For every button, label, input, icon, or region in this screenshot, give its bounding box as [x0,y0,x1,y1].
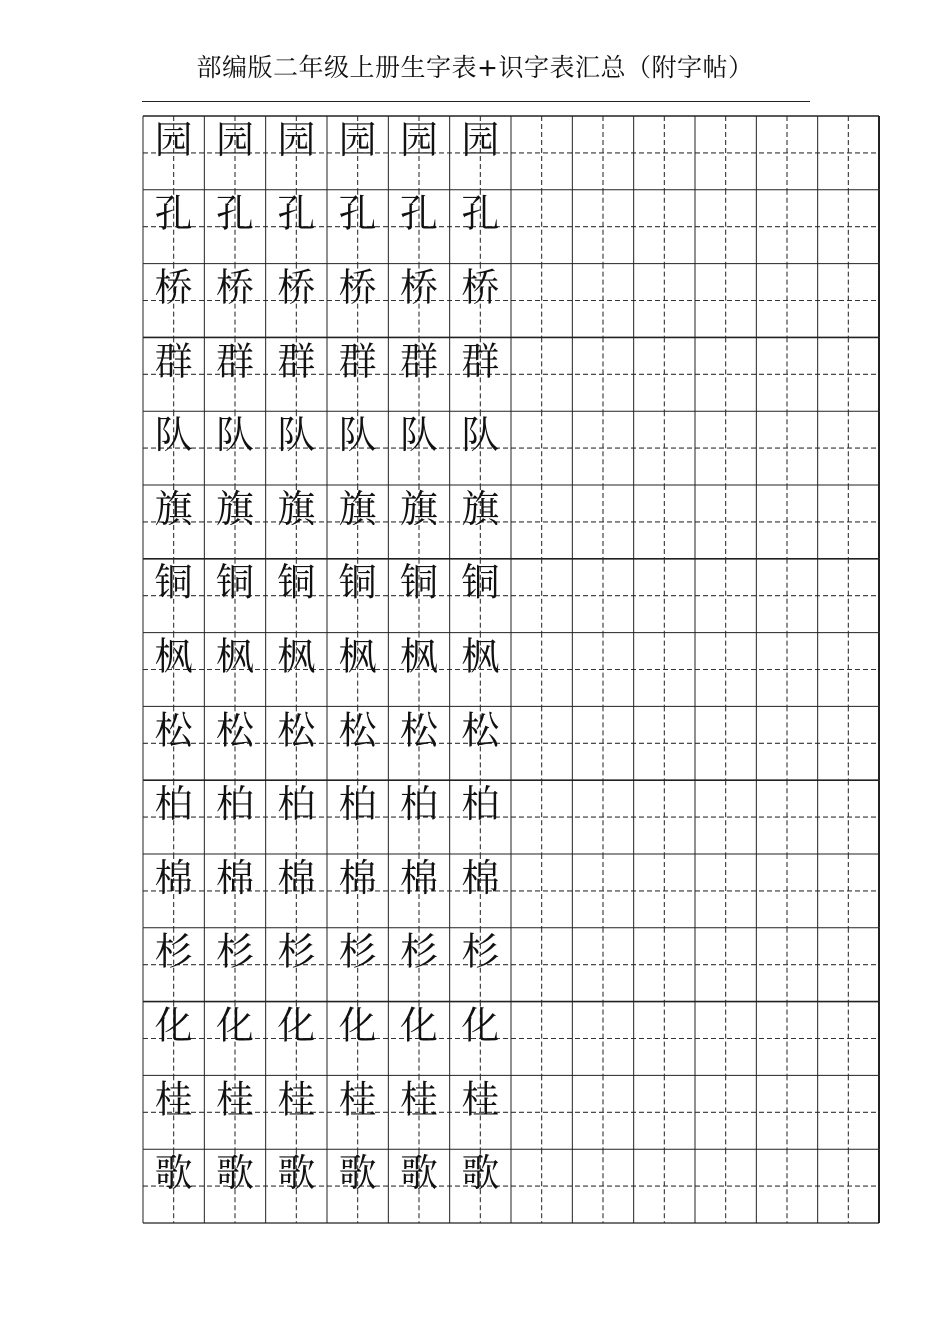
practice-character: 化 [399,1003,439,1048]
practice-character: 铜 [399,560,439,605]
practice-character: 队 [277,413,316,458]
practice-character: 队 [338,413,377,458]
practice-character: 杉 [461,929,500,974]
practice-character: 杉 [338,929,377,974]
practice-character: 园 [154,117,193,162]
practice-character: 歌 [277,1151,316,1196]
practice-character: 旗 [399,486,439,531]
practice-character: 孔 [461,191,500,236]
practice-character: 园 [338,117,377,162]
practice-character: 杉 [215,929,255,974]
practice-character: 群 [215,339,255,384]
practice-character: 群 [154,339,193,384]
practice-character: 松 [399,708,439,753]
practice-character: 化 [154,1003,193,1048]
practice-character: 孔 [399,191,439,236]
practice-character: 铜 [461,560,500,605]
practice-character: 园 [399,117,439,162]
practice-character: 柏 [338,782,377,827]
practice-character: 松 [338,708,377,753]
practice-character: 园 [215,117,255,162]
practice-character: 铜 [215,560,255,605]
practice-character: 铜 [277,560,316,605]
practice-character: 旗 [338,486,377,531]
page-title: 部编版二年级上册生字表+识字表汇总（附字帖） [196,53,754,82]
practice-character: 队 [399,413,439,458]
practice-character: 柏 [461,782,500,827]
practice-character: 旗 [154,486,193,531]
practice-character: 枫 [215,634,255,679]
practice-character: 化 [277,1003,316,1048]
practice-character: 歌 [338,1151,377,1196]
practice-character: 歌 [461,1151,500,1196]
practice-character: 柏 [277,782,316,827]
practice-character: 桂 [154,1077,193,1122]
practice-character: 队 [154,413,193,458]
practice-character: 孔 [215,191,255,236]
practice-character: 歌 [215,1151,255,1196]
practice-character: 队 [215,413,255,458]
practice-character: 桥 [154,265,193,310]
practice-character: 棉 [338,855,377,900]
practice-character: 园 [277,117,316,162]
practice-character: 桥 [215,265,255,310]
practice-character: 旗 [277,486,316,531]
practice-character: 铜 [338,560,377,605]
practice-character: 松 [461,708,500,753]
practice-character: 孔 [154,191,193,236]
practice-character: 柏 [154,782,193,827]
practice-character: 柏 [215,782,255,827]
practice-character: 歌 [399,1151,439,1196]
practice-character: 园 [461,117,500,162]
practice-character: 柏 [399,782,439,827]
practice-character: 杉 [399,929,439,974]
practice-character: 枫 [399,634,439,679]
practice-character: 化 [338,1003,377,1048]
practice-character: 群 [461,339,500,384]
practice-character: 桂 [215,1077,255,1122]
practice-character: 群 [399,339,439,384]
practice-character: 枫 [154,634,193,679]
practice-character: 桥 [338,265,377,310]
practice-character: 棉 [215,855,255,900]
practice-character: 桥 [277,265,316,310]
practice-character: 旗 [215,486,255,531]
practice-character: 枫 [461,634,500,679]
practice-character: 桂 [461,1077,500,1122]
practice-character: 化 [215,1003,255,1048]
practice-character: 棉 [277,855,316,900]
practice-character: 棉 [399,855,439,900]
practice-character: 孔 [338,191,377,236]
practice-character: 枫 [338,634,377,679]
practice-character: 旗 [461,486,500,531]
practice-character: 松 [154,708,193,753]
practice-character: 桥 [399,265,439,310]
practice-character: 桂 [338,1077,377,1122]
practice-character: 孔 [277,191,316,236]
practice-character: 棉 [461,855,500,900]
practice-character: 歌 [154,1151,193,1196]
practice-character: 杉 [154,929,193,974]
practice-character: 棉 [154,855,193,900]
practice-character: 枫 [277,634,316,679]
practice-character: 群 [277,339,316,384]
practice-character: 群 [338,339,377,384]
practice-character: 桥 [461,265,500,310]
practice-character: 桂 [277,1077,316,1122]
practice-character: 松 [215,708,255,753]
practice-character: 杉 [277,929,316,974]
practice-character: 铜 [154,560,193,605]
practice-character: 松 [277,708,316,753]
practice-character: 桂 [399,1077,439,1122]
practice-character: 化 [461,1003,500,1048]
practice-character: 队 [461,413,500,458]
